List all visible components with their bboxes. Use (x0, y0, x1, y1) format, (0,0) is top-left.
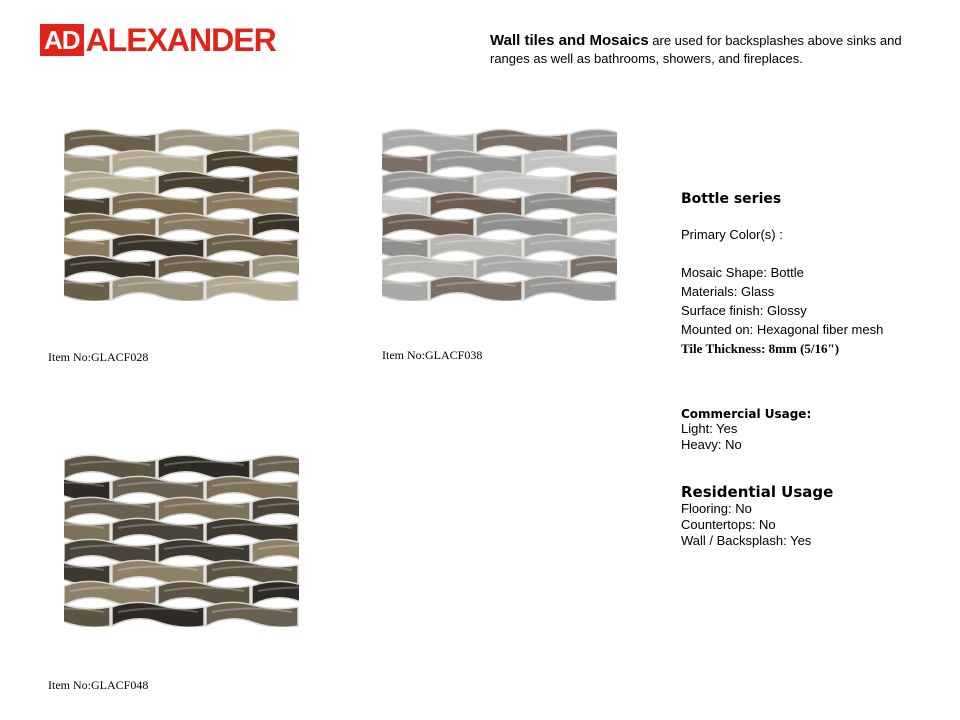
brand-logo-prefix: AD (40, 24, 84, 56)
mosaic-piece (64, 276, 110, 301)
brand-logo-name: ALEXANDER (85, 22, 276, 58)
intro-text (490, 32, 930, 68)
mosaic-piece (252, 129, 299, 154)
mosaic-piece (252, 213, 299, 238)
mosaic-piece (570, 171, 617, 196)
mosaic-piece (64, 602, 110, 627)
brand-logo (40, 24, 276, 56)
tile-image-1 (64, 126, 299, 301)
tile-image-2 (382, 126, 617, 301)
tile-caption-1: Item No:GLACF028 (48, 350, 149, 364)
mosaic-piece (430, 276, 522, 301)
mosaic-piece (252, 255, 299, 280)
commercial-usage-title: Commercial Usage: (681, 407, 812, 421)
spec-panel (681, 190, 951, 358)
mosaic-piece (252, 539, 299, 564)
residential-countertops: Countertops: No (681, 517, 776, 532)
spec-materials: Materials: Glass (681, 284, 775, 299)
mosaic-piece (382, 276, 428, 301)
commercial-usage (681, 407, 811, 453)
mosaic-piece (524, 276, 616, 301)
residential-usage-title: Residential Usage (681, 483, 834, 501)
mosaic-piece (570, 255, 617, 280)
tile-caption-2: Item No:GLACF038 (382, 348, 483, 362)
mosaic-piece (570, 129, 617, 154)
mosaic-piece (252, 171, 299, 196)
mosaic-piece (112, 602, 204, 627)
mosaic-piece (252, 497, 299, 522)
mosaic-piece (206, 602, 298, 627)
residential-usage (681, 483, 833, 549)
residential-wall: Wall / Backsplash: Yes (681, 533, 812, 548)
mosaic-image (64, 126, 299, 301)
spec-thickness: Tile Thickness: 8mm (5/16") (681, 341, 840, 356)
commercial-heavy: Heavy: No (681, 437, 742, 452)
mosaic-piece (570, 213, 617, 238)
spec-shape: Mosaic Shape: Bottle (681, 265, 804, 280)
mosaic-piece (252, 581, 299, 606)
mosaic-piece (206, 276, 298, 301)
intro-lead: Wall tiles and Mosaics (490, 32, 649, 49)
mosaic-piece (252, 455, 299, 480)
tile-caption-3: Item No:GLACF048 (48, 678, 149, 692)
mosaic-image (64, 452, 299, 627)
tile-image-3 (64, 452, 299, 627)
commercial-light: Light: Yes (681, 421, 738, 436)
mosaic-image (382, 126, 617, 301)
spec-finish: Surface finish: Glossy (681, 303, 807, 318)
series-title: Bottle series (681, 191, 782, 207)
mosaic-piece (112, 276, 204, 301)
spec-primary-color: Primary Color(s) : (681, 227, 783, 242)
intro-body: are used for backsplashes above sinks and ranges as well as bathrooms, showers, and fireplaces. (490, 33, 902, 66)
spec-mounted: Mounted on: Hexagonal fiber mesh (681, 322, 884, 337)
residential-flooring: Flooring: No (681, 501, 752, 516)
